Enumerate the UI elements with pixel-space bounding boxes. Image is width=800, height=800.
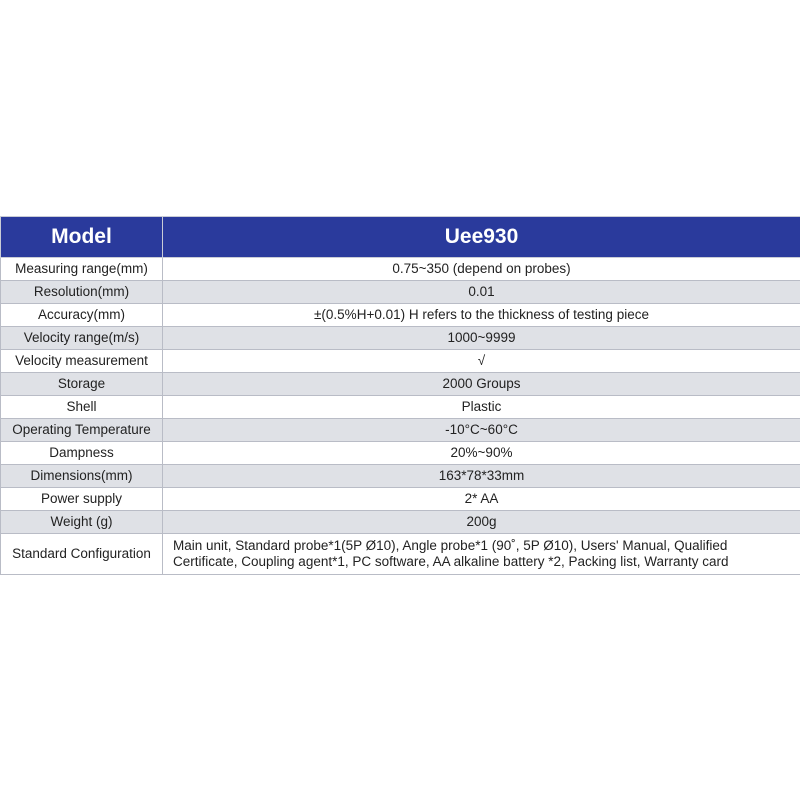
row-value: √: [163, 350, 800, 373]
row-label: Velocity range(m/s): [1, 327, 163, 350]
row-label: Storage: [1, 373, 163, 396]
row-value: -10°C~60°C: [163, 419, 800, 442]
table-row: [1, 304, 800, 327]
table-row: [1, 511, 800, 534]
table-row: [1, 258, 800, 281]
row-label: Standard Configuration: [1, 534, 163, 575]
row-label: Velocity measurement: [1, 350, 163, 373]
table-row: [1, 373, 800, 396]
table-row: [1, 534, 800, 575]
table-row: [1, 419, 800, 442]
table-row: [1, 350, 800, 373]
row-value: 20%~90%: [163, 442, 800, 465]
spec-table: [0, 216, 800, 575]
row-label: Weight (g): [1, 511, 163, 534]
row-value: Main unit, Standard probe*1(5P Ø10), Angle probe*1 (90˚, 5P Ø10), Users' Manual, Qualified Certificate, Coupling agent*1, PC software, AA alkaline battery *2, Packing list, Warranty card: [163, 534, 800, 575]
table-row: [1, 465, 800, 488]
row-label: Operating Temperature: [1, 419, 163, 442]
row-value: 2* AA: [163, 488, 800, 511]
table-row: [1, 442, 800, 465]
table-row: [1, 396, 800, 419]
row-value: 2000 Groups: [163, 373, 800, 396]
table-row: [1, 488, 800, 511]
row-label: Dimensions(mm): [1, 465, 163, 488]
row-value: ±(0.5%H+0.01) H refers to the thickness of testing piece: [163, 304, 800, 327]
row-label: Shell: [1, 396, 163, 419]
table-row: [1, 327, 800, 350]
row-value: 0.75~350 (depend on probes): [163, 258, 800, 281]
row-value: 0.01: [163, 281, 800, 304]
header-model-value: Uee930: [163, 217, 800, 258]
row-label: Measuring range(mm): [1, 258, 163, 281]
row-label: Dampness: [1, 442, 163, 465]
row-label: Accuracy(mm): [1, 304, 163, 327]
header-model-label: Model: [1, 217, 163, 258]
row-label: Power supply: [1, 488, 163, 511]
row-value: 200g: [163, 511, 800, 534]
row-label: Resolution(mm): [1, 281, 163, 304]
table-row: [1, 281, 800, 304]
row-value: 1000~9999: [163, 327, 800, 350]
table-header-row: [1, 217, 800, 258]
row-value: 163*78*33mm: [163, 465, 800, 488]
row-value: Plastic: [163, 396, 800, 419]
